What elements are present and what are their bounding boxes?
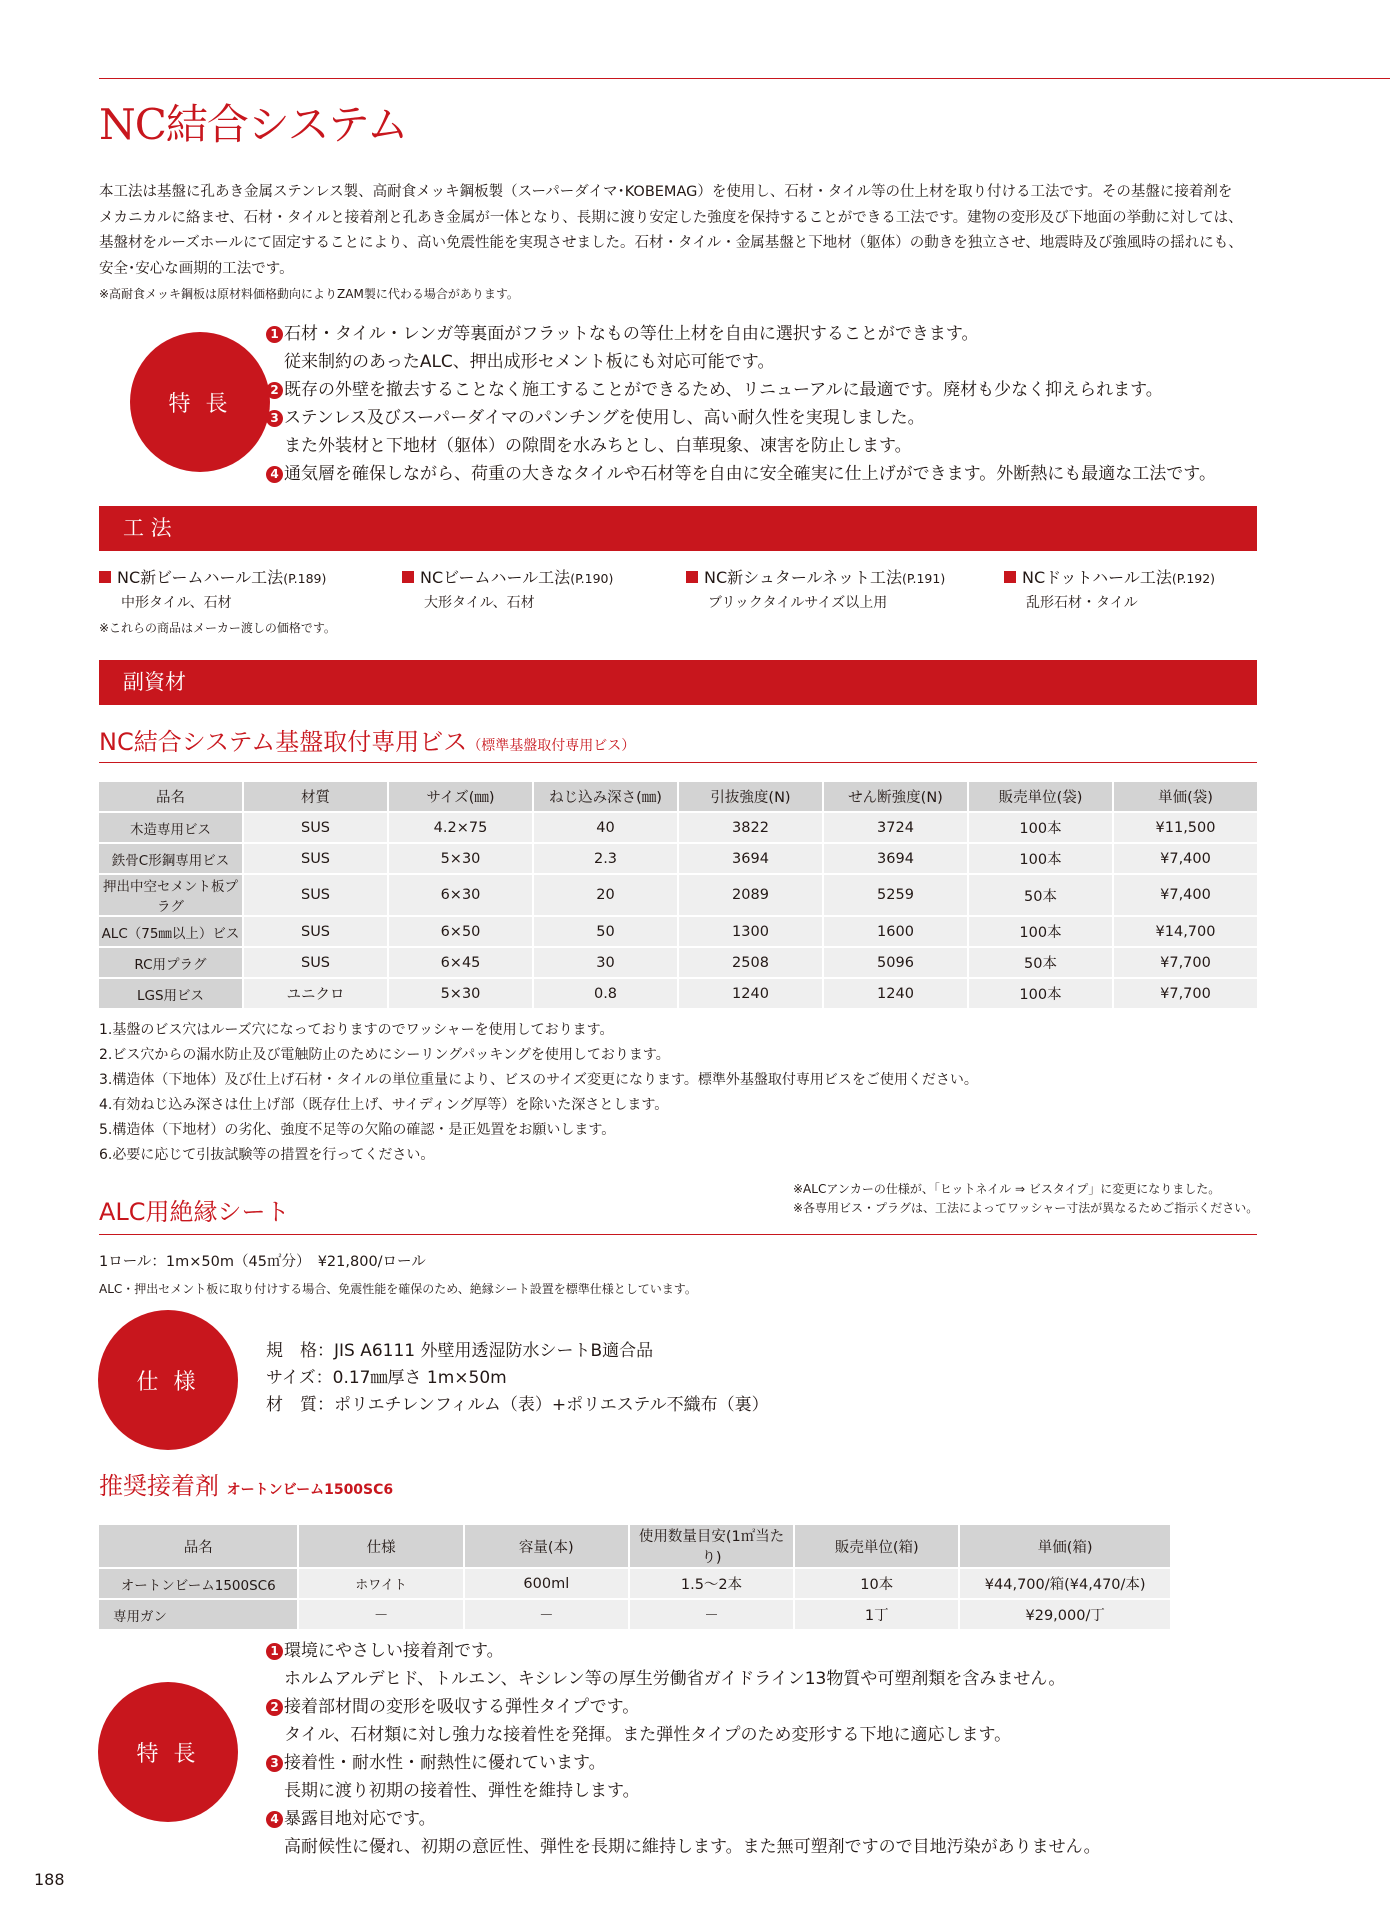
note-line: 2.ビス穴からの漏水防止及び電触防止のためにシーリングパッキングを使用しております。 bbox=[99, 1047, 670, 1063]
section-rule bbox=[99, 762, 1257, 763]
table-cell: 50 bbox=[534, 917, 679, 948]
spec-line: サイズ：0.17㎜厚さ 1m×50m bbox=[266, 1368, 507, 1388]
features-badge: 特 長 bbox=[98, 1682, 238, 1822]
table-cell: 0.8 bbox=[534, 979, 679, 1010]
feature-item: 長期に渡り初期の接着性、弾性を維持します。 bbox=[284, 1781, 640, 1801]
table-cell: 100本 bbox=[969, 813, 1114, 844]
table-cell: 6×30 bbox=[389, 875, 534, 917]
spec-badge: 仕 様 bbox=[98, 1310, 238, 1450]
table-header-row bbox=[99, 782, 1259, 813]
table-row bbox=[99, 844, 1259, 875]
table-cell: ¥44,700/箱(¥4,470/本) bbox=[960, 1569, 1172, 1600]
number-4-icon: 4 bbox=[266, 466, 283, 483]
table-cell: 3694 bbox=[824, 844, 969, 875]
number-3-icon: 3 bbox=[266, 410, 283, 427]
table-cell: 600ml bbox=[465, 1569, 630, 1600]
table-cell: SUS bbox=[244, 917, 389, 948]
features-badge: 特 長 bbox=[130, 332, 270, 472]
table-row bbox=[99, 917, 1259, 948]
column-header: 材質 bbox=[244, 782, 389, 813]
table-cell: 30 bbox=[534, 948, 679, 979]
table-cell: ¥7,700 bbox=[1114, 948, 1259, 979]
table-row bbox=[99, 979, 1259, 1010]
table-cell: 50本 bbox=[969, 948, 1114, 979]
row-label-cell: 専用ガン bbox=[99, 1600, 299, 1631]
feature-item: 3 接着性・耐水性・耐熱性に優れています。 bbox=[266, 1749, 1101, 1777]
spec-line: 規 格：JIS A6111 外壁用透湿防水シートB適合品 bbox=[266, 1341, 654, 1361]
table-cell: 50本 bbox=[969, 875, 1114, 917]
page-title: NC結合システム bbox=[99, 100, 408, 149]
table-cell: ¥7,400 bbox=[1114, 875, 1259, 917]
screw-table bbox=[99, 782, 1259, 1010]
feature-item: 1 石材・タイル・レンガ等裏面がフラットなもの等仕上材を自由に選択することができます。 bbox=[266, 320, 1216, 348]
intro-line: 本工法は基盤に孔あき金属ステンレス製、高耐食メッキ鋼板製（スーパーダイマ･KOBEMAG）を使用し、石材・タイル等の仕上材を取り付ける工法です。その基盤に接着剤を bbox=[99, 184, 1233, 200]
column-header: 販売単位(箱) bbox=[795, 1525, 960, 1569]
table-cell: 100本 bbox=[969, 917, 1114, 948]
table-cell: 10本 bbox=[795, 1569, 960, 1600]
table-cell: 1600 bbox=[824, 917, 969, 948]
table-cell: 100本 bbox=[969, 979, 1114, 1010]
table-cell: － bbox=[630, 1600, 795, 1631]
table-cell: 4.2×75 bbox=[389, 813, 534, 844]
table-cell: 40 bbox=[534, 813, 679, 844]
note-line: 1.基盤のビス穴はルーズ穴になっておりますのでワッシャーを使用しております。 bbox=[99, 1022, 614, 1038]
features-list bbox=[266, 1637, 1101, 1861]
table-cell: 5096 bbox=[824, 948, 969, 979]
table-cell: SUS bbox=[244, 844, 389, 875]
table-cell: 2508 bbox=[679, 948, 824, 979]
row-label-cell: 押出中空セメント板プラグ bbox=[99, 875, 244, 917]
intro-line: 基盤材をルーズホールにて固定することにより、高い免震性能を実現させました。石材・タイル・金属基盤と下地材（躯体）の動きを独立させ、地震時及び強風時の揺れにも、 bbox=[99, 235, 1243, 251]
row-label-cell: LGS用ビス bbox=[99, 979, 244, 1010]
alc-roll-price: 1ロール：1m×50m（45㎡分） ¥21,800/ロール bbox=[99, 1254, 426, 1270]
column-header: 品名 bbox=[99, 782, 244, 813]
number-1-icon: 1 bbox=[266, 1643, 283, 1660]
table-cell: － bbox=[299, 1600, 464, 1631]
table-cell: 6×45 bbox=[389, 948, 534, 979]
spec-list bbox=[266, 1338, 769, 1419]
feature-item: 4 暴露目地対応です。 bbox=[266, 1805, 1101, 1833]
adhesive-table bbox=[99, 1525, 1172, 1631]
table-cell: ¥11,500 bbox=[1114, 813, 1259, 844]
screw-section-title: NC結合システム基盤取付専用ビス（標準基盤取付専用ビス） bbox=[99, 728, 636, 756]
table-cell: 5×30 bbox=[389, 844, 534, 875]
feature-item: 2 接着部材間の変形を吸収する弾性タイプです。 bbox=[266, 1693, 1101, 1721]
method-item: NC新シュタールネット工法(P.191) ブリックタイルサイズ以上用 bbox=[686, 566, 945, 615]
note-line: 4.有効ねじ込み深さは仕上げ部（既存仕上げ、サイディング厚等）を除いた深さとします。 bbox=[99, 1097, 669, 1113]
features-list bbox=[266, 320, 1216, 488]
intro-note: ※高耐食メッキ鋼板は原材料価格動向によりZAM製に代わる場合があります。 bbox=[99, 287, 519, 301]
column-header: 使用数量目安(1㎡当たり) bbox=[630, 1525, 795, 1569]
column-header: 仕様 bbox=[299, 1525, 464, 1569]
table-cell: 100本 bbox=[969, 844, 1114, 875]
row-label-cell: RC用プラグ bbox=[99, 948, 244, 979]
table-row bbox=[99, 1569, 1172, 1600]
number-3-icon: 3 bbox=[266, 1755, 283, 1772]
column-header: 引抜強度(N) bbox=[679, 782, 824, 813]
alc-section-title: ALC用絶縁シート bbox=[99, 1198, 290, 1226]
method-item: NCビームハール工法(P.190) 大形タイル、石材 bbox=[402, 566, 613, 615]
intro-text bbox=[99, 180, 1259, 308]
table-cell: SUS bbox=[244, 948, 389, 979]
method-item: NCドットハール工法(P.192) 乱形石材・タイル bbox=[1004, 566, 1215, 615]
number-2-icon: 2 bbox=[266, 1699, 283, 1716]
table-row bbox=[99, 813, 1259, 844]
column-header: サイズ(㎜) bbox=[389, 782, 534, 813]
table-cell: ¥7,400 bbox=[1114, 844, 1259, 875]
square-bullet-icon bbox=[1004, 571, 1016, 583]
feature-item: タイル、石材類に対し強力な接着性を発揮。また弾性タイプのため変形する下地に適応します。 bbox=[284, 1725, 1012, 1745]
method-item: NC新ビームハール工法(P.189) 中形タイル、石材 bbox=[99, 566, 326, 615]
feature-item: 高耐候性に優れ、初期の意匠性、弾性を長期に維持します。また無可塑剤ですので目地汚染がありません。 bbox=[284, 1837, 1101, 1857]
methods-note: ※これらの商品はメーカー渡しの価格です。 bbox=[99, 621, 336, 635]
table-cell: － bbox=[465, 1600, 630, 1631]
row-label-cell: 木造専用ビス bbox=[99, 813, 244, 844]
table-cell: ¥29,000/丁 bbox=[960, 1600, 1172, 1631]
column-header: 品名 bbox=[99, 1525, 299, 1569]
table-cell: 3724 bbox=[824, 813, 969, 844]
column-header: ねじ込み深さ(㎜) bbox=[534, 782, 679, 813]
page-number: 188 bbox=[34, 1870, 65, 1889]
table-cell: 1300 bbox=[679, 917, 824, 948]
side-notes bbox=[793, 1180, 1258, 1218]
table-row bbox=[99, 1600, 1172, 1631]
column-header: 販売単位(袋) bbox=[969, 782, 1114, 813]
number-1-icon: 1 bbox=[266, 326, 283, 343]
note-line: 3.構造体（下地体）及び仕上げ石材・タイルの単位重量により、ビスのサイズ変更になります。標準外基盤取付専用ビスをご使用ください。 bbox=[99, 1072, 978, 1088]
table-cell: SUS bbox=[244, 875, 389, 917]
feature-item: また外装材と下地材（躯体）の隙間を水みちとし、白華現象、凍害を防止します。 bbox=[284, 436, 912, 456]
square-bullet-icon bbox=[402, 571, 414, 583]
table-cell: 1240 bbox=[824, 979, 969, 1010]
table-cell: 3822 bbox=[679, 813, 824, 844]
table-cell: 5259 bbox=[824, 875, 969, 917]
table-row bbox=[99, 875, 1259, 917]
intro-line: メカニカルに絡ませ、石材・タイルと接着剤と孔あき金属が一体となり、長期に渡り安定した強度を保持することができる工法です。建物の変形及び下地面の挙動に対しては、 bbox=[99, 209, 1243, 226]
alc-note: ALC・押出セメント板に取り付けする場合、免震性能を確保のため、絶縁シート設置を標準仕様としています。 bbox=[99, 1282, 697, 1296]
screw-notes bbox=[99, 1018, 978, 1168]
feature-item: 2 既存の外壁を撤去することなく施工することができるため、リニューアルに最適です。廃材も少なく抑えられます。 bbox=[266, 376, 1216, 404]
feature-item: 従来制約のあったALC、押出成形セメント板にも対応可能です。 bbox=[284, 352, 775, 372]
table-header-row bbox=[99, 1525, 1172, 1569]
table-cell: 6×50 bbox=[389, 917, 534, 948]
table-cell: 2089 bbox=[679, 875, 824, 917]
table-cell: SUS bbox=[244, 813, 389, 844]
square-bullet-icon bbox=[686, 571, 698, 583]
note-line: 6.必要に応じて引抜試験等の措置を行ってください。 bbox=[99, 1147, 435, 1163]
table-cell: 2.3 bbox=[534, 844, 679, 875]
number-4-icon: 4 bbox=[266, 1811, 283, 1828]
table-cell: 1240 bbox=[679, 979, 824, 1010]
adhesive-section-title: 推奨接着剤 オートンビーム1500SC6 bbox=[99, 1472, 394, 1500]
row-label-cell: 鉄骨C形鋼専用ビス bbox=[99, 844, 244, 875]
column-header: 単価(箱) bbox=[960, 1525, 1172, 1569]
table-cell: ¥7,700 bbox=[1114, 979, 1259, 1010]
row-label-cell: オートンビーム1500SC6 bbox=[99, 1569, 299, 1600]
table-cell: 1丁 bbox=[795, 1600, 960, 1631]
materials-section-bar: 副資材 bbox=[99, 660, 1257, 705]
column-header: 容量(本) bbox=[465, 1525, 630, 1569]
feature-item: 1 環境にやさしい接着剤です。 bbox=[266, 1637, 1101, 1665]
feature-item: ホルムアルデヒド、トルエン、キシレン等の厚生労働省ガイドライン13物質や可塑剤類を含みません。 bbox=[284, 1669, 1066, 1689]
intro-line: 安全･安心な画期的工法です。 bbox=[99, 260, 294, 277]
table-cell: 20 bbox=[534, 875, 679, 917]
side-note: ※各専用ビス・プラグは、工法によってワッシャー寸法が異なるためご指示ください。 bbox=[793, 1201, 1259, 1215]
table-cell: ユニクロ bbox=[244, 979, 389, 1010]
section-rule bbox=[99, 1234, 1257, 1235]
feature-item: 4 通気層を確保しながら、荷重の大きなタイルや石材等を自由に安全確実に仕上げができます。外断熱にも最適な工法です。 bbox=[266, 460, 1216, 488]
table-cell: 5×30 bbox=[389, 979, 534, 1010]
note-line: 5.構造体（下地材）の劣化、強度不足等の欠陥の確認・是正処置をお願いします。 bbox=[99, 1122, 616, 1138]
number-2-icon: 2 bbox=[266, 382, 283, 399]
square-bullet-icon bbox=[99, 571, 111, 583]
row-label-cell: ALC（75㎜以上）ビス bbox=[99, 917, 244, 948]
feature-item: 3 ステンレス及びスーパーダイマのパンチングを使用し、高い耐久性を実現しました。 bbox=[266, 404, 1216, 432]
table-cell: 1.5〜2本 bbox=[630, 1569, 795, 1600]
method-section-bar: 工 法 bbox=[99, 506, 1257, 551]
side-note: ※ALCアンカーの仕様が、「ヒットネイル ⇒ ビスタイプ」に変更になりました。 bbox=[793, 1182, 1221, 1196]
column-header: 単価(袋) bbox=[1114, 782, 1259, 813]
spec-line: 材 質：ポリエチレンフィルム（表）+ポリエステル不織布（裏） bbox=[266, 1395, 769, 1415]
table-row bbox=[99, 948, 1259, 979]
top-rule bbox=[99, 78, 1390, 79]
column-header: せん断強度(N) bbox=[824, 782, 969, 813]
table-cell: 3694 bbox=[679, 844, 824, 875]
table-cell: ホワイト bbox=[299, 1569, 464, 1600]
table-cell: ¥14,700 bbox=[1114, 917, 1259, 948]
